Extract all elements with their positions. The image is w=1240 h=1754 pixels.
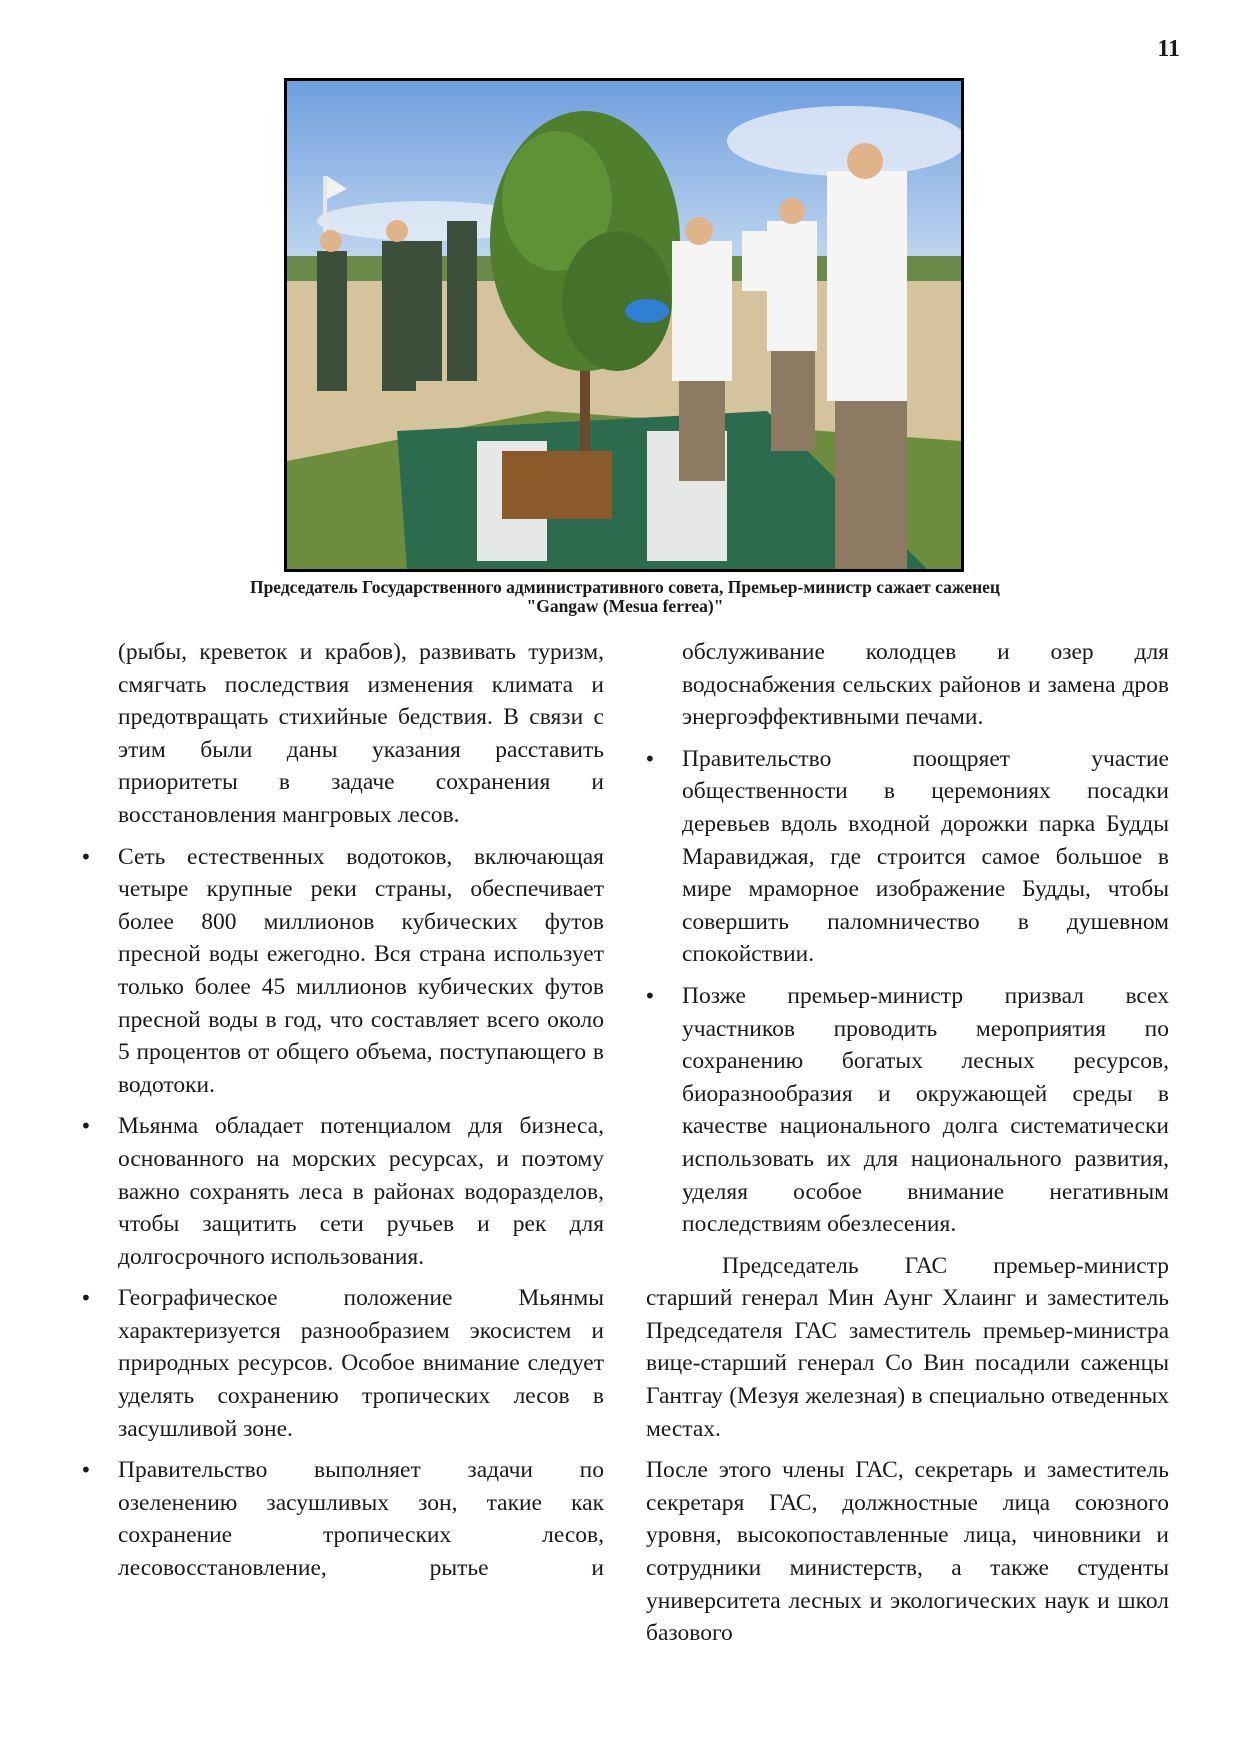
right-continuation-paragraph: обслуживание колодцев и озер для водоснабжения сельских районов и замена дров энергоэффективными печами.	[682, 639, 1169, 731]
right-paragraph-2: После этого члены ГАС, секретарь и заместитель секретаря ГАС, должностные лица союзного уровня, высокопоставленные лица, чиновники и сотрудники министерств, а также студенты университета лесных и экологических наук и школ базового	[646, 1457, 1169, 1647]
left-continuation-paragraph: (рыбы, креветок и крабов), развивать туризм, смягчать последствия изменения климата и предотвращать стихийные бедствия. В связи с этим были даны указания расставить приоритеты в задаче сохранения и восстановления мангровых лесов.	[118, 639, 604, 828]
caption-line-1: Председатель Государственного административного совета, Премьер-министр сажает саженец	[249, 577, 1001, 597]
tree-planting-photo	[284, 78, 964, 572]
left-bullet-2: • Мьянма обладает потенциалом для бизнеса, основанного на морских ресурсах, и поэтому важно сохранять леса в районах водоразделов, чтобы защитить сети ручьев и рек для долгосрочного использования.	[118, 1110, 604, 1273]
right-column	[646, 636, 1169, 1659]
photo-caption	[150, 578, 1100, 616]
right-paragraph-1: Председатель ГАС премьер-министр старший генерал Мин Аунг Хлаинг и заместитель Председателя ГАС заместитель премьер-министра вице-старший генерал Со Вин посадили саженцы Гантгау (Мезуя железная) в специально отведенных местах.	[646, 1252, 1169, 1442]
page-number: 11	[1157, 36, 1180, 62]
right-bullet-1: • Правительство поощряет участие общественности в церемониях посадки деревьев вдоль входной дорожки парка Будды Маравиджая, где строится самое большое в мире мраморное изображение Будды, чтобы совершить паломничество в душевном спокойствии.	[682, 743, 1169, 971]
left-bullet-3: • Географическое положение Мьянмы характеризуется разнообразием экосистем и природных ресурсов. Особое внимание следует уделять сохранению тропических лесов в засушливой зоне.	[118, 1282, 604, 1445]
photo-illustration	[287, 81, 961, 569]
caption-line-2: "Gangaw (Mesua ferrea)"	[526, 596, 724, 616]
right-bullet-2: • Позже премьер-министр призвал всех участников проводить мероприятия по сохранению богатых лесных ресурсов, биоразнообразия и окружающей среды в качестве национального долга систематически использовать их для национального развития, уделяя особое внимание негативным последствиям обезлесения.	[682, 980, 1169, 1241]
left-bullet-1: • Сеть естественных водотоков, включающая четыре крупные реки страны, обеспечивает более 800 миллионов кубических футов пресной воды ежегодно. Вся страна использует только более 45 миллионов кубических футов пресной воды в год, что составляет всего около 5 процентов от общего объема, поступающего в водотоки.	[118, 841, 604, 1102]
left-column	[118, 636, 604, 1594]
left-bullet-4: • Правительство выполняет задачи по озеленению засушливых зон, такие как сохранение тропических лесов, лесовосстановление, рытье и	[118, 1454, 604, 1584]
